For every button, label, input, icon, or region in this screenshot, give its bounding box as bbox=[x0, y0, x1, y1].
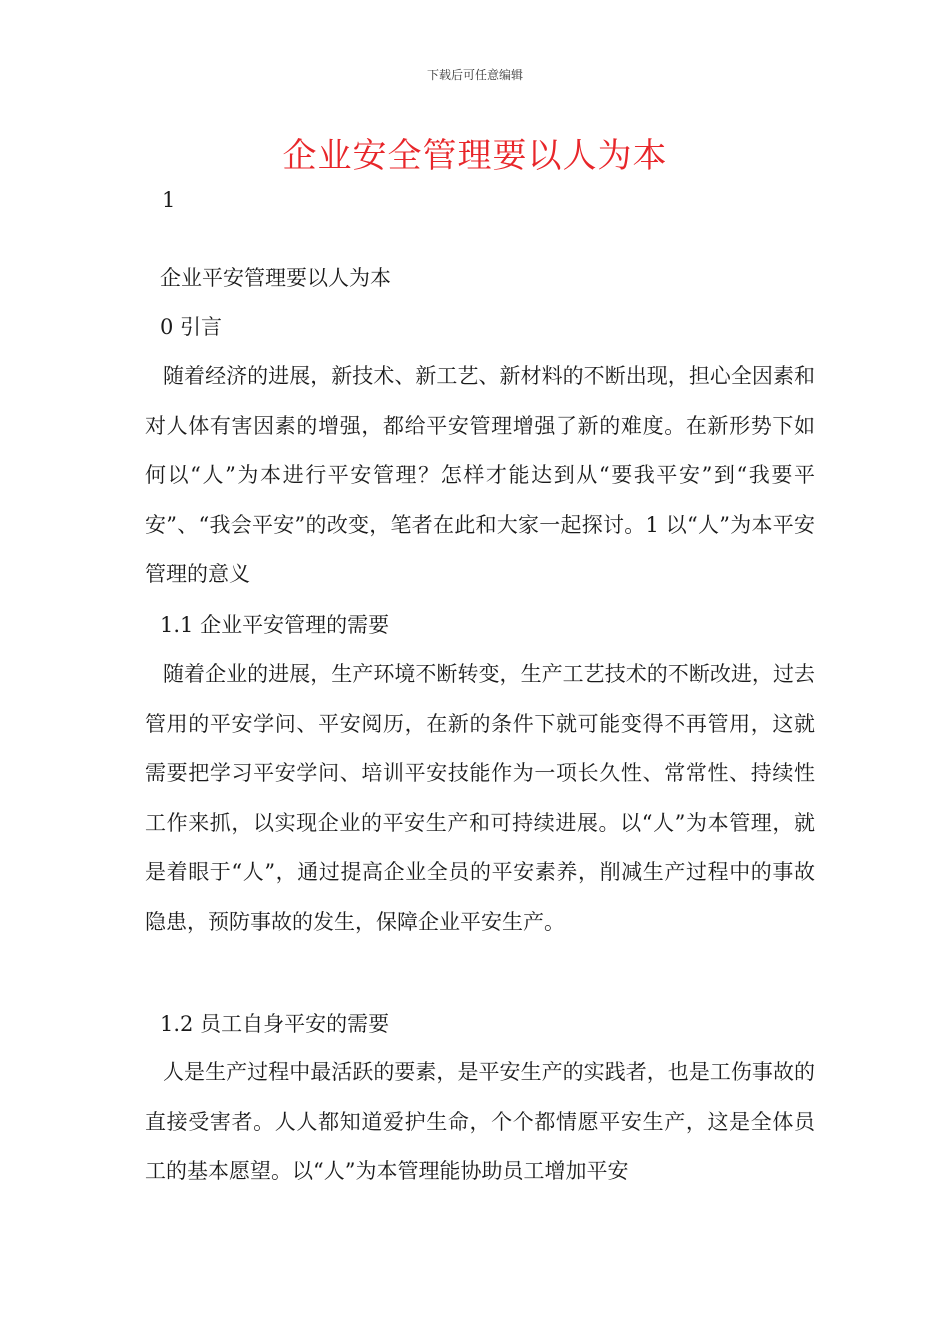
section-1-2-heading: 1.2 员工自身平安的需要 bbox=[160, 1012, 390, 1036]
document-title: 企业安全管理要以人为本 bbox=[282, 136, 668, 176]
page-number: 1 bbox=[162, 188, 176, 212]
section-1-1-paragraph: 随着企业的进展，生产环境不断转变，生产工艺技术的不断改进，过去管用的平安学问、平安阅历，在新的条件下就可能变得不再管用，这就需要把学习平安学问、培训平安技能作为一项长久性、常常性、持续性工作来抓，以实现企业的平安生产和可持续进展。以“人”为本管理，就是着眼于“人”，通过提高企业全员的平安素养，削减生产过程中的事故隐患，预防事故的发生，保障企业平安生产。 bbox=[145, 662, 815, 934]
document-subtitle: 企业平安管理要以人为本 bbox=[160, 266, 391, 290]
intro-paragraph: 随着经济的进展，新技术、新工艺、新材料的不断出现，担心全因素和对人体有害因素的增强，都给平安管理增强了新的难度。在新形势下如何以“人”为本进行平安管理？怎样才能达到从“要我平安”到“我要平安”、“我会平安”的改变，笔者在此和大家一起探讨。1 以“人”为本平安管理的意义 bbox=[145, 364, 815, 586]
header-note: 下载后可任意编辑 bbox=[426, 68, 523, 82]
section-1-1-heading: 1.1 企业平安管理的需要 bbox=[160, 613, 390, 637]
section-1-2-paragraph: 人是生产过程中最活跃的要素，是平安生产的实践者，也是工伤事故的直接受害者。人人都知道爱护生命，个个都情愿平安生产，这是全体员工的基本愿望。以“人”为本管理能协助员工增加平安 bbox=[145, 1060, 815, 1183]
intro-heading: 0 引言 bbox=[160, 315, 223, 339]
